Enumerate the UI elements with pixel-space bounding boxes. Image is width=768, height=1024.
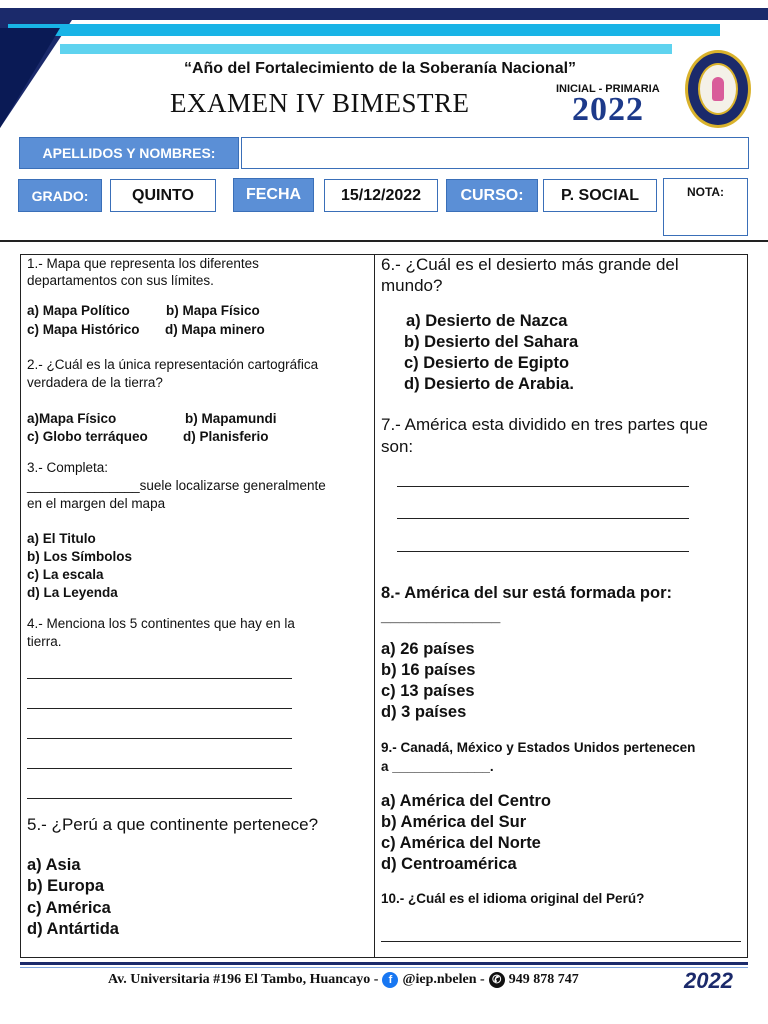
- names-field[interactable]: [241, 137, 749, 169]
- footer-year: 2022: [684, 968, 733, 993]
- q3-option-d: d) La Leyenda: [27, 585, 118, 600]
- footer-contact: [108, 972, 579, 988]
- score-box[interactable]: [663, 178, 748, 236]
- course-label: CURSO:: [446, 179, 538, 212]
- column-divider: [374, 254, 375, 958]
- q3-option-c: c) La escala: [27, 567, 104, 582]
- q9-option-d: d) Centroamérica: [381, 855, 517, 873]
- q1-option-d: d) Mapa minero: [165, 322, 265, 337]
- q4-answer-line[interactable]: [27, 738, 292, 739]
- footer-facebook[interactable]: @iep.nbelen -: [402, 972, 485, 987]
- q1-text-line2: departamentos con sus límites.: [27, 273, 214, 288]
- q8-option-c: c) 13 países: [381, 682, 475, 700]
- q5-option-b: b) Europa: [27, 877, 104, 895]
- footer-line: [20, 962, 748, 965]
- q7-answer-line[interactable]: [397, 486, 689, 487]
- q3-text-line1: 3.- Completa:: [27, 460, 109, 475]
- names-label: APELLIDOS Y NOMBRES:: [19, 137, 239, 169]
- q8-option-a: a) 26 países: [381, 640, 475, 658]
- q6-text-line1: 6.- ¿Cuál es el desierto más grande del: [381, 255, 679, 274]
- q7-answer-line[interactable]: [397, 518, 689, 519]
- seal-inner: [698, 63, 738, 115]
- q4-text-line1: 4.- Menciona los 5 continentes que hay en la: [27, 616, 295, 631]
- q3-text-line2: _______________suele localizarse generalmente: [27, 478, 326, 493]
- motto: “Año del Fortalecimiento de la Soberanía Nacional”: [183, 60, 577, 77]
- q9-option-a: a) América del Centro: [381, 792, 551, 810]
- q6-option-d: d) Desierto de Arabia.: [404, 375, 574, 393]
- q5-text: 5.- ¿Perú a que continente pertenece?: [27, 815, 319, 834]
- q8-option-d: d) 3 países: [381, 703, 467, 721]
- q5-option-c: c) América: [27, 899, 111, 917]
- q8-text: 8.- América del sur está formada por:: [381, 584, 672, 602]
- whatsapp-phone-icon: ✆: [489, 972, 505, 988]
- q4-answer-line[interactable]: [27, 678, 292, 679]
- date-label: FECHA: [233, 178, 314, 212]
- q7-text-line2: son:: [381, 437, 414, 456]
- header-divider: [0, 240, 768, 242]
- q6-option-b: b) Desierto del Sahara: [404, 333, 579, 351]
- q2-option-c: c) Globo terráqueo: [27, 429, 148, 444]
- facebook-icon: f: [382, 972, 398, 988]
- q7-answer-line[interactable]: [397, 551, 689, 552]
- q6-option-a: a) Desierto de Nazca: [406, 312, 568, 330]
- q1-option-a: a) Mapa Político: [27, 303, 130, 318]
- footer-address: Av. Universitaria #196 El Tambo, Huancayo -: [108, 972, 379, 987]
- header-stripe-mid: [8, 24, 720, 36]
- date-field[interactable]: 15/12/2022: [324, 179, 438, 212]
- q10-text: 10.- ¿Cuál es el idioma original del Perú?: [381, 891, 645, 906]
- q2-option-b: b) Mapamundi: [185, 411, 277, 426]
- q4-answer-line[interactable]: [27, 708, 292, 709]
- q9-text-line2: a _____________.: [381, 759, 494, 774]
- q2-option-a: a)Mapa Físico: [27, 411, 117, 426]
- q5-option-a: a) Asia: [27, 856, 81, 874]
- q5-option-d: d) Antártida: [27, 920, 119, 938]
- footer-phone[interactable]: 949 878 747: [508, 972, 579, 987]
- q8-option-b: b) 16 países: [381, 661, 476, 679]
- q2-option-d: d) Planisferio: [183, 429, 269, 444]
- header-stripe-dark: [0, 8, 768, 20]
- q1-option-c: c) Mapa Histórico: [27, 322, 140, 337]
- level-label: INICIAL - PRIMARIA: [556, 83, 660, 95]
- q10-answer-line[interactable]: [381, 941, 741, 942]
- header-stripe-light: [60, 44, 672, 54]
- q9-option-c: c) América del Norte: [381, 834, 541, 852]
- q4-answer-line[interactable]: [27, 798, 292, 799]
- q1-text-line1: 1.- Mapa que representa los diferentes: [27, 256, 259, 271]
- q7-text-line1: 7.- América esta dividido en tres partes que: [381, 415, 708, 434]
- q8-blank[interactable]: _____________: [381, 607, 501, 625]
- header-wedge-inner: [0, 28, 60, 128]
- q9-text-line1: 9.- Canadá, México y Estados Unidos pertenecen: [381, 740, 696, 755]
- grade-label: GRADO:: [18, 179, 102, 212]
- q9-option-b: b) América del Sur: [381, 813, 527, 831]
- school-seal-icon: [685, 50, 751, 128]
- q3-option-a: a) El Titulo: [27, 531, 96, 546]
- score-label: NOTA:: [686, 185, 725, 199]
- header-year: 2022: [572, 91, 644, 128]
- q3-text-line3: en el margen del mapa: [27, 496, 166, 511]
- q1-option-b: b) Mapa Físico: [166, 303, 260, 318]
- q3-option-b: b) Los Símbolos: [27, 549, 133, 564]
- q6-option-c: c) Desierto de Egipto: [404, 354, 570, 372]
- q2-text-line2: verdadera de la tierra?: [27, 375, 163, 390]
- course-field[interactable]: P. SOCIAL: [543, 179, 657, 212]
- q4-answer-line[interactable]: [27, 768, 292, 769]
- q2-text-line1: 2.- ¿Cuál es la única representación cartográfica: [27, 357, 319, 372]
- q6-text-line2: mundo?: [381, 276, 443, 295]
- exam-title: EXAMEN IV BIMESTRE: [170, 88, 470, 118]
- seal-figure: [712, 77, 724, 101]
- footer-line-light: [20, 967, 748, 968]
- q4-text-line2: tierra.: [27, 634, 62, 649]
- grade-field[interactable]: QUINTO: [110, 179, 216, 212]
